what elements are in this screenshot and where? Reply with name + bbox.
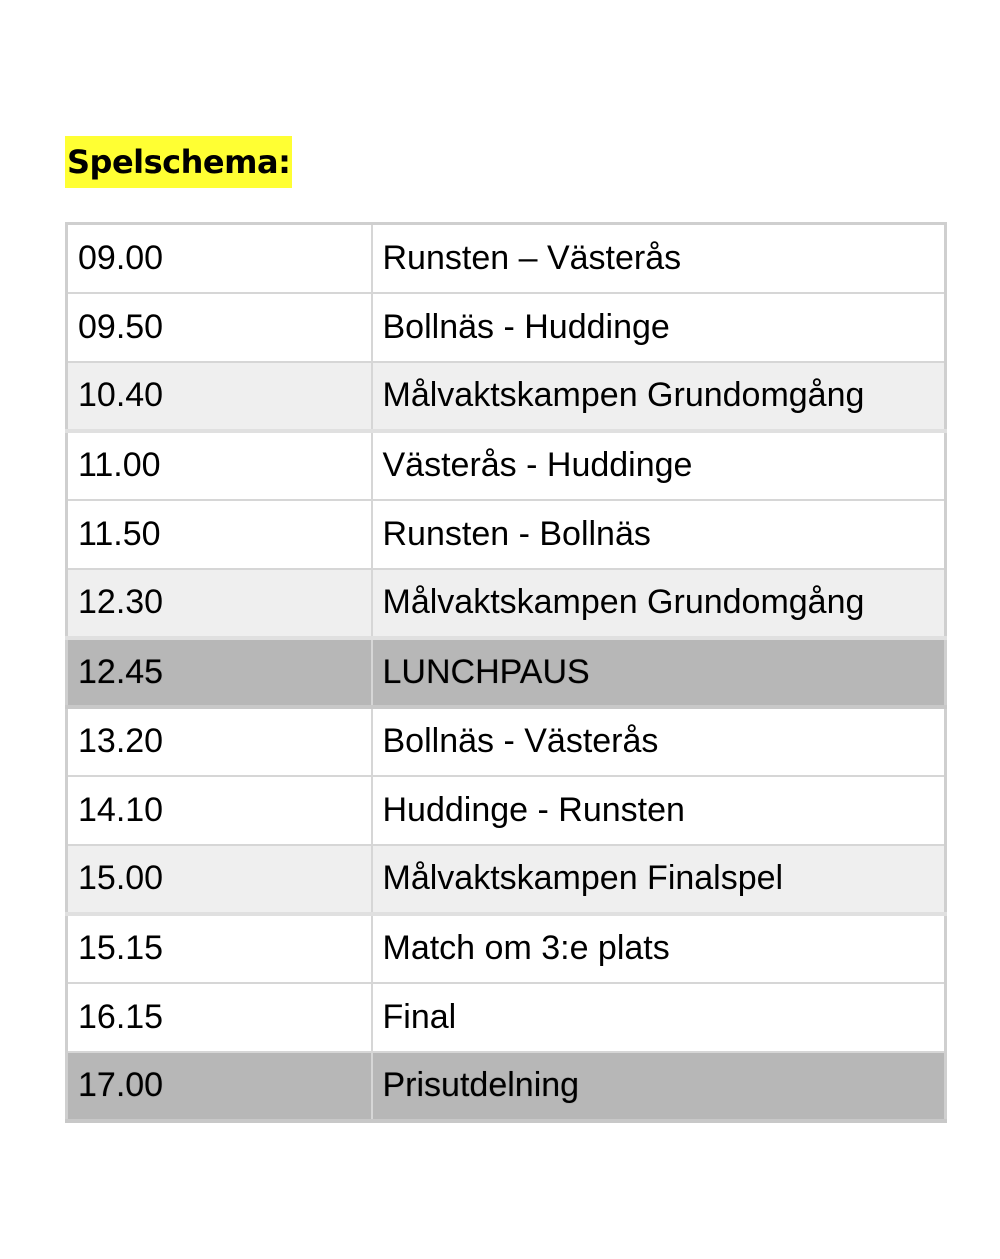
time-cell: 12.30 [67,569,372,638]
schedule-row [67,224,946,293]
schedule-row [67,845,946,914]
event-cell: Bollnäs - Huddinge [372,293,946,362]
time-cell: 09.50 [67,293,372,362]
schedule-heading: Spelschema: [65,136,292,188]
time-cell: 17.00 [67,1052,372,1121]
schedule-row [67,569,946,638]
event-cell: Runsten – Västerås [372,224,946,293]
schedule-row [67,362,946,431]
event-cell: Västerås - Huddinge [372,431,946,500]
event-cell: Målvaktskampen Grundomgång [372,362,946,431]
schedule-table [65,222,947,1123]
schedule-row [67,638,946,707]
schedule-row [67,707,946,776]
schedule-row [67,500,946,569]
event-cell: Prisutdelning [372,1052,946,1121]
event-cell: Huddinge - Runsten [372,776,946,845]
event-cell: Runsten - Bollnäs [372,500,946,569]
schedule-row [67,293,946,362]
schedule-row [67,1052,946,1121]
time-cell: 10.40 [67,362,372,431]
event-cell: LUNCHPAUS [372,638,946,707]
time-cell: 11.00 [67,431,372,500]
time-cell: 12.45 [67,638,372,707]
event-cell: Match om 3:e plats [372,914,946,983]
time-cell: 11.50 [67,500,372,569]
time-cell: 09.00 [67,224,372,293]
schedule-row [67,776,946,845]
time-cell: 16.15 [67,983,372,1052]
time-cell: 15.15 [67,914,372,983]
time-cell: 15.00 [67,845,372,914]
schedule-row [67,914,946,983]
schedule-body [67,224,946,1121]
time-cell: 13.20 [67,707,372,776]
event-cell: Målvaktskampen Grundomgång [372,569,946,638]
event-cell: Bollnäs - Västerås [372,707,946,776]
event-cell: Final [372,983,946,1052]
schedule-row [67,431,946,500]
time-cell: 14.10 [67,776,372,845]
schedule-row [67,983,946,1052]
event-cell: Målvaktskampen Finalspel [372,845,946,914]
